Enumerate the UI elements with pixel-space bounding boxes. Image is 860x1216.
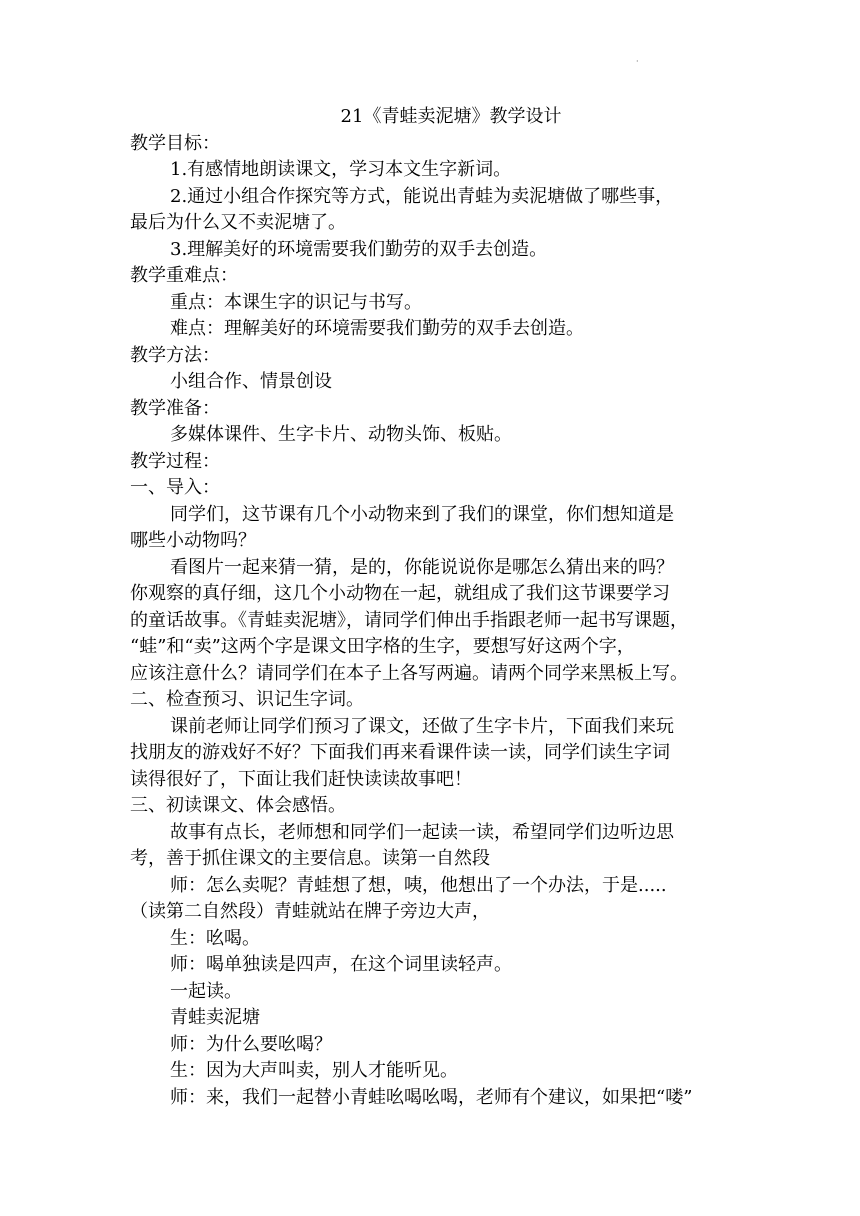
document-body xyxy=(130,104,742,1111)
text-line: 考，善于抓住课文的主要信息。读第一自然段 xyxy=(130,848,490,869)
text-line: 读得很好了，下面让我们赶快读读故事吧！ xyxy=(130,768,472,790)
text-line: 多媒体课件、生字卡片、动物头饰、板贴。 xyxy=(170,424,512,445)
text-line: 故事有点长，老师想和同学们一起读一读，希望同学们边听边思 xyxy=(170,821,674,843)
text-line: 教学准备： xyxy=(130,397,220,419)
text-line: 找朋友的游戏好不好？下面我们再来看课件读一读，同学们读生字词 xyxy=(130,742,670,763)
text-line: 教学方法： xyxy=(130,344,220,366)
text-line: 生：因为大声叫卖，别人才能听见。 xyxy=(170,1060,458,1081)
text-line: 生：吆喝。 xyxy=(170,927,260,949)
text-line: 难点：理解美好的环境需要我们勤劳的双手去创造。 xyxy=(170,318,584,339)
text-line: 师：来，我们一起替小青蛙吆喝吆喝，老师有个建议，如果把“喽” xyxy=(170,1086,693,1108)
text-line: 三、初读课文、体会感悟。 xyxy=(130,795,346,816)
text-line: 教学过程： xyxy=(130,450,220,472)
text-line: 1.有感情地朗读课文，学习本文生字新词。 xyxy=(170,159,512,180)
text-line: 3.理解美好的环境需要我们勤劳的双手去创造。 xyxy=(170,238,548,260)
text-line: （读第二自然段）青蛙就站在牌子旁边大声， xyxy=(130,901,490,922)
text-line: 师：喝单独读是四声，在这个词里读轻声。 xyxy=(170,954,512,975)
text-line: 同学们，这节课有几个小动物来到了我们的课堂，你们想知道是 xyxy=(170,503,674,525)
text-line: 师：怎么卖呢？青蛙想了想，咦，他想出了一个办法，于是..... xyxy=(170,874,667,896)
text-line: 教学目标： xyxy=(130,132,220,154)
text-line: 一、导入： xyxy=(130,477,220,498)
text-line: 小组合作、情景创设 xyxy=(170,371,332,392)
corner-mark: · xyxy=(636,57,639,66)
text-line: 师：为什么要吆喝？ xyxy=(170,1033,332,1055)
text-line: 看图片一起来猜一猜，是的，你能说说你是哪怎么猜出来的吗？ xyxy=(170,556,674,578)
text-line: 一起读。 xyxy=(170,980,242,1002)
document-title: 21《青蛙卖泥塘》教学设计 xyxy=(340,106,562,127)
text-line: 青蛙卖泥塘 xyxy=(170,1007,260,1028)
document-lines xyxy=(130,131,742,1112)
text-line: 二、检查预习、识记生字词。 xyxy=(130,689,364,710)
text-line: 的童话故事。《青蛙卖泥塘》，请同学们伸出手指跟老师一起书写课题， xyxy=(130,609,688,631)
text-line: 教学重难点： xyxy=(130,265,238,286)
text-line: 最后为什么又不卖泥塘了。 xyxy=(130,212,346,233)
text-line: 重点：本课生字的识记与书写。 xyxy=(170,291,422,313)
text-line: 2.通过小组合作探究等方式，能说出青蛙为卖泥塘做了哪些事， xyxy=(170,185,674,207)
text-line: 课前老师让同学们预习了课文，还做了生字卡片，下面我们来玩 xyxy=(170,715,674,737)
text-line: “蛙”和“卖”这两个字是课文田字格的生字，要想写好这两个字， xyxy=(130,636,635,657)
text-line: 哪些小动物吗？ xyxy=(130,530,256,551)
text-line: 你观察的真仔细，这几个小动物在一起，就组成了我们这节课要学习 xyxy=(130,583,670,604)
text-line: 应该注意什么？请同学们在本子上各写两遍。请两个同学来黑板上写。 xyxy=(130,662,688,684)
